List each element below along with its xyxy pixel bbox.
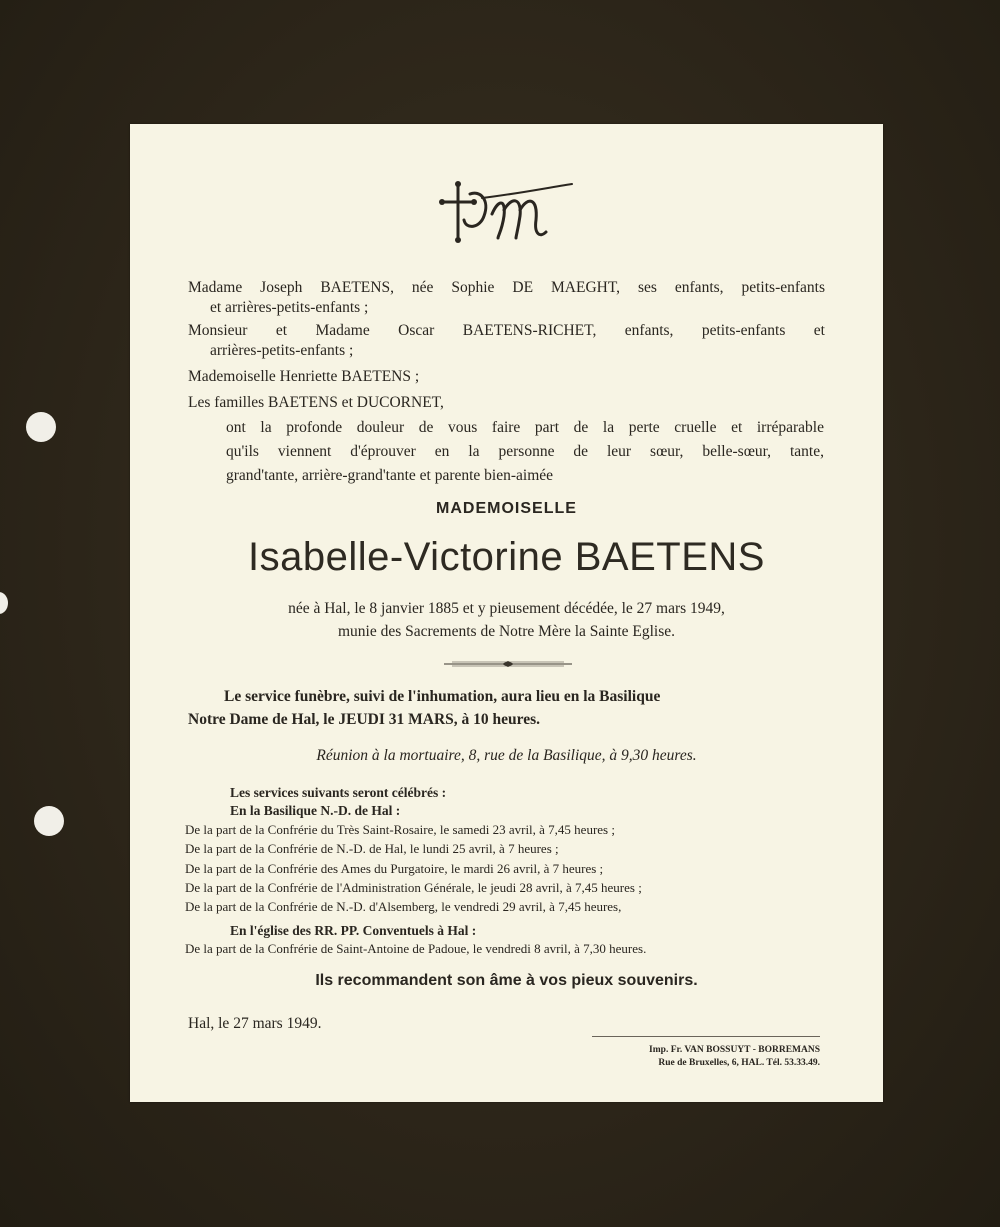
family-line: Les familles BAETENS et DUCORNET, [188, 394, 444, 411]
deceased-name: Isabelle-Victorine BAETENS [248, 535, 765, 579]
services-heading: Les services suivants seront célébrés : [230, 785, 447, 800]
punch-hole-bottom [34, 806, 64, 836]
service-schedule-item: De la part de la Confrérie de N.-D. de Hal, le lundi 25 avril, à 7 heures ; [185, 841, 559, 856]
birth-death-line: munie des Sacrements de Notre Mère la Sainte Eglise. [337, 623, 676, 640]
eglise-heading: En l'église des RR. PP. Conventuels à Hal : [230, 923, 477, 938]
family-line: Madame Joseph BAETENS, née Sophie DE MAEGHT, ses enfants, petits-enfants [188, 279, 825, 296]
service-schedule-item: De la part de la Confrérie de l'Administration Générale, le jeudi 28 avril, à 7,45 heures ; [185, 880, 642, 895]
printer-rule [592, 1036, 820, 1037]
service-line: Le service funèbre, suivi de l'inhumation, aura lieu en la Basilique [224, 688, 661, 705]
family-line: et arrières-petits-enfants ; [210, 299, 369, 316]
family-line: arrières-petits-enfants ; [210, 342, 354, 359]
announcement-line: qu'ils viennent d'éprouver en la personne de leur sœur, belle-sœur, tante, [226, 443, 824, 460]
death-notice-card [130, 124, 883, 1102]
printer-address: Rue de Bruxelles, 6, HAL. Tél. 53.33.49. [658, 1058, 820, 1068]
service-schedule-item: De la part de la Confrérie des Ames du Purgatoire, le mardi 26 avril, à 7 heures ; [185, 861, 604, 876]
punch-hole-top [26, 412, 56, 442]
title-mademoiselle: MADEMOISELLE [436, 500, 577, 517]
ornamental-divider-icon [442, 660, 574, 668]
place-date: Hal, le 27 mars 1949. [188, 1015, 322, 1032]
reunion-line: Réunion à la mortuaire, 8, rue de la Basilique, à 9,30 heures. [316, 747, 697, 764]
family-line: Mademoiselle Henriette BAETENS ; [188, 368, 420, 385]
announcement-line: grand'tante, arrière-grand'tante et parente bien-aimée [226, 467, 554, 484]
service-schedule-item: De la part de la Confrérie de Saint-Antoine de Padoue, le vendredi 8 avril, à 7,30 heures. [185, 941, 647, 956]
service-schedule-item: De la part de la Confrérie de N.-D. d'Alsemberg, le vendredi 29 avril, à 7,45 heures, [185, 899, 622, 914]
family-line: Monsieur et Madame Oscar BAETENS-RICHET, enfants, petits-enfants et [188, 322, 825, 339]
service-line: Notre Dame de Hal, le JEUDI 31 MARS, à 10 heures. [188, 711, 541, 728]
cross-monogram-icon [436, 180, 576, 246]
printer-name: Imp. Fr. VAN BOSSUYT - BORREMANS [649, 1045, 820, 1055]
birth-death-line: née à Hal, le 8 janvier 1885 et y pieusement décédée, le 27 mars 1949, [288, 600, 725, 617]
recommendation-line: Ils recommandent son âme à vos pieux souvenirs. [315, 972, 698, 989]
basilique-heading: En la Basilique N.-D. de Hal : [230, 803, 401, 818]
service-schedule-item: De la part de la Confrérie du Très Saint-Rosaire, le samedi 23 avril, à 7,45 heures ; [185, 822, 615, 837]
announcement-line: ont la profonde douleur de vous faire part de la perte cruelle et irréparable [226, 419, 824, 436]
